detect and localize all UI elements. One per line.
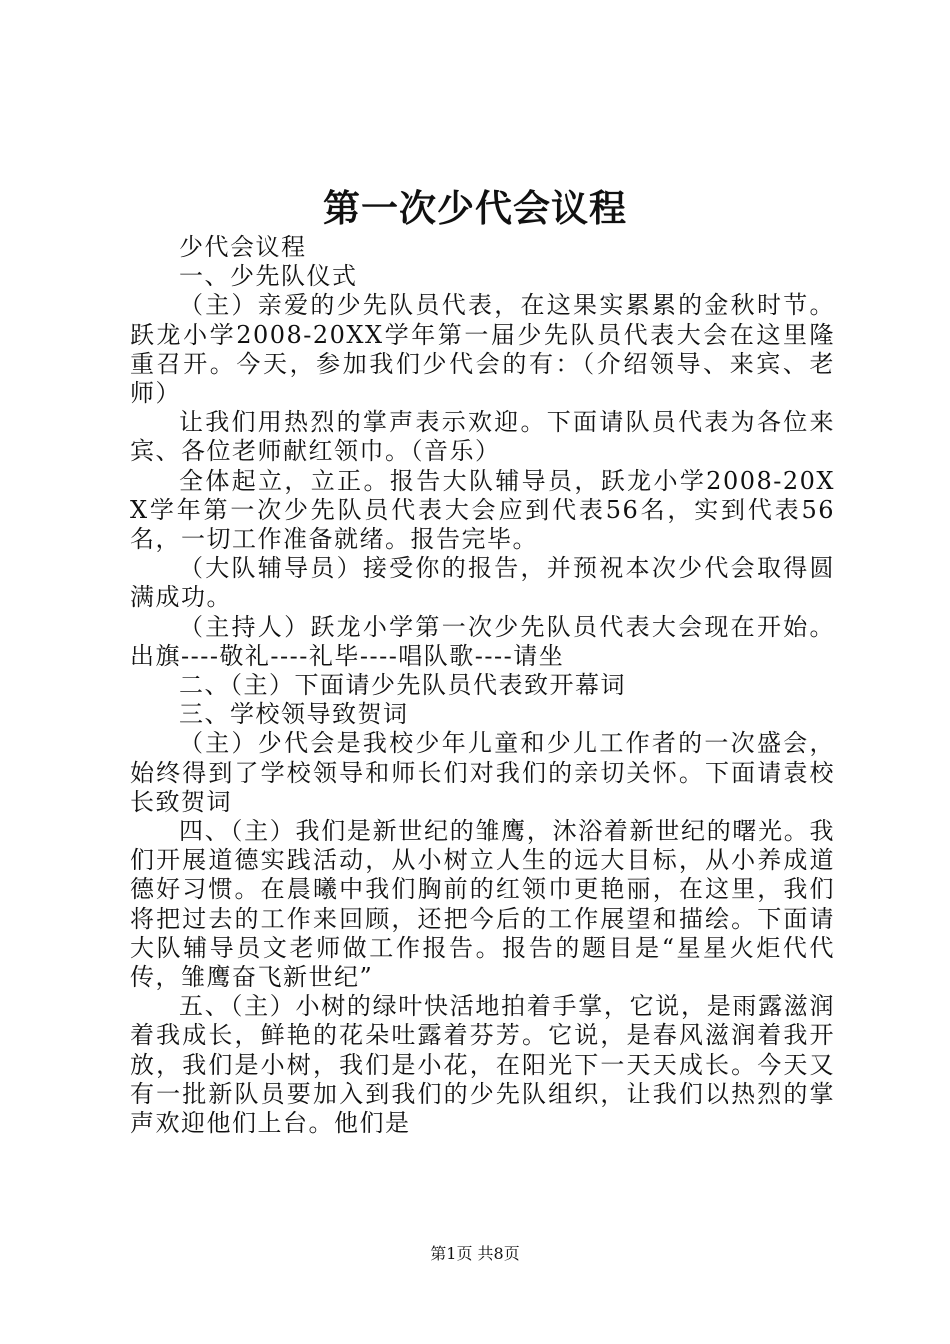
document-title: 第一次少代会议程 bbox=[323, 186, 627, 230]
paragraph: 少代会议程 bbox=[179, 233, 307, 261]
paragraph: 四、（主）我们是新世纪的雏鹰，沐浴着新世纪的曙光。我们开展道德实践活动，从小树立人生的远大目标，从小养成道德好习惯。在晨曦中我们胸前的红领巾更艳丽，在这里，我们将把过去的工作来回顾，还把今后的工作展望和描绘。下面请大队辅导员文老师做工作报告。报告的题目是“星星火炬代代传，雏鹰奋飞新世纪” bbox=[130, 817, 835, 992]
page-number-footer: 第1页 共8页 bbox=[430, 1244, 520, 1263]
paragraph: 五、（主）小树的绿叶快活地拍着手掌，它说，是雨露滋润着我成长，鲜艳的花朵吐露着芬芳。它说，是春风滋润着我开放，我们是小树，我们是小花，在阳光下一天天成长。今天又有一批新队员要加入到我们的少先队组织，让我们以热烈的掌声欢迎他们上台。他们是 bbox=[130, 992, 835, 1138]
paragraph: （主）亲爱的少先队员代表，在这果实累累的金秋时节。跃龙小学2008-20XX学年第一届少先队员代表大会在这里隆重召开。今天，参加我们少代会的有：（介绍领导、来宾、老师） bbox=[130, 291, 835, 408]
paragraph: 全体起立，立正。报告大队辅导员，跃龙小学2008-20XX学年第一次少先队员代表大会应到代表56名，实到代表56名，一切工作准备就绪。报告完毕。 bbox=[130, 466, 835, 554]
paragraph: （主持人）跃龙小学第一次少先队员代表大会现在开始。出旗----敬礼----礼毕----唱队歌----请坐 bbox=[130, 612, 835, 670]
paragraph: 一、少先队仪式 bbox=[179, 262, 358, 291]
paragraph: 二、（主）下面请少先队员代表致开幕词 bbox=[179, 671, 626, 700]
paragraph: 三、学校领导致贺词 bbox=[179, 700, 409, 729]
document-body bbox=[130, 233, 835, 1138]
paragraph: （大队辅导员）接受你的报告，并预祝本次少代会取得圆满成功。 bbox=[130, 554, 835, 612]
paragraph: 让我们用热烈的掌声表示欢迎。下面请队员代表为各位来宾、各位老师献红领巾。（音乐） bbox=[130, 408, 835, 466]
paragraph: （主）少代会是我校少年儿童和少儿工作者的一次盛会，始终得到了学校领导和师长们对我们的亲切关怀。下面请袁校长致贺词 bbox=[130, 729, 835, 816]
